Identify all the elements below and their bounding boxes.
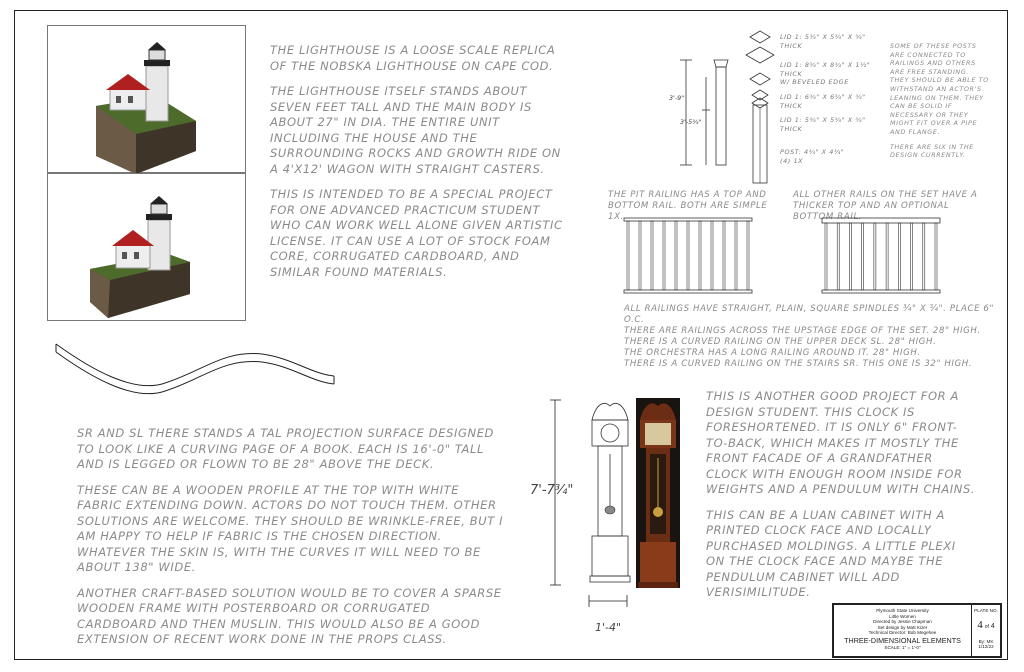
title-block-main bbox=[834, 605, 972, 656]
clock-height-dim: 7'-7¾" bbox=[530, 483, 574, 498]
railing-spindle bbox=[898, 223, 900, 290]
lid-callout: LID 1: 8¾" X 8¾" X 1½" THICK bbox=[780, 61, 871, 78]
sheet-title: THREE-DIMENSIONAL ELEMENTS bbox=[844, 635, 961, 645]
railing-spec-line: THE ORCHESTRA HAS A LONG RAILING AROUND IT. 28" HIGH. bbox=[624, 348, 921, 358]
post-dim-overall: 3'-9" bbox=[669, 94, 685, 102]
projection-paragraph: ANOTHER CRAFT-BASED SOLUTION WOULD BE TO COVER A SPARSE WOODEN FRAME WITH POSTERBOARD OR CORRUGATED CARDBOARD AND THEN MUSLIN. THIS WOULD ALSO BE A GOOD EXTENSION OF RECENT WORK DONE IN THE PROPS CLASS. bbox=[77, 585, 502, 646]
drawn-by-value: MK bbox=[986, 639, 994, 644]
post-note: SOME OF THESE POSTS ARE CONNECTED TO RAILINGS AND OTHERS ARE FREE STANDING. THEY SHOULD BE ABLE TO WITHSTAND AN ACTOR'S LEANING ON THEM. THEY CAN BE SOLID IF NECESSARY OR THEY MIGHT FIT OVER A PIPE AND FLANGE. bbox=[890, 42, 989, 136]
sheet-scale: SCALE: 1" = 1'-0" bbox=[884, 644, 921, 650]
projection-notes bbox=[77, 426, 507, 648]
railing-spindle bbox=[639, 221, 641, 290]
railing-spindle bbox=[723, 221, 725, 290]
railing-spindle bbox=[735, 221, 737, 290]
technical-director: Technical Director: Bob Megehee bbox=[868, 630, 937, 636]
railing-spindle bbox=[911, 223, 913, 290]
railing-specs bbox=[624, 304, 1004, 370]
projection-paragraph: SR AND SL THERE STANDS A TAL PROJECTION SURFACE DESIGNED TO LOOK LIKE A CURVING PAGE OF A BOOK. EACH IS 16'-0" TALL AND IS LEGGED OR FLOWN TO BE 28" ABOVE THE DECK. bbox=[77, 426, 495, 471]
post-dim-shaft: 3'-5¾" bbox=[680, 118, 702, 126]
railing-spindle bbox=[886, 223, 888, 290]
title-block-plate bbox=[972, 605, 1000, 656]
post-elevation-drawing bbox=[680, 25, 770, 185]
clock-paragraph: THIS IS ANOTHER GOOD PROJECT FOR A DESIGN STUDENT. THIS CLOCK IS FORESHORTENED. IT IS ONLY 6" FRONT-TO-BACK, WHICH MAKES IT MOSTLY THE FRONT FACADE OF A GRANDFATHER CLOCK WITH ENOUGH ROOM INSIDE FOR WEIGHTS AND A PENDULUM WITH CHAINS. bbox=[706, 389, 976, 496]
lighthouse-paragraph: THE LIGHTHOUSE ITSELF STANDS ABOUT SEVEN FEET TALL AND THE MAIN BODY IS ABOUT 27" IN DIA. THE ENTIRE UNIT INCLUDING THE HOUSE AND THE SURROUNDING ROCKS AND GROWTH RIDE ON A 4'X12' WAGON WITH STRAIGHT CASTERS. bbox=[270, 84, 561, 176]
railing-spindle bbox=[747, 221, 749, 290]
railing-spindle bbox=[627, 221, 629, 290]
railing-spec-line: THERE IS A CURVED RAILING ON THE UPPER DECK SL. 28" HIGH. bbox=[624, 337, 937, 347]
railing-spindle bbox=[874, 223, 876, 290]
railing-spec-line: THERE ARE RAILINGS ACROSS THE UPSTAGE EDGE OF THE SET. 28" HIGH. bbox=[624, 326, 981, 336]
lid-callout: W/ BEVELED EDGE bbox=[780, 78, 849, 87]
railing-spindle bbox=[837, 223, 839, 290]
clock-render bbox=[636, 398, 680, 588]
post-notes bbox=[890, 42, 990, 160]
plate-number: 4 bbox=[977, 619, 983, 631]
clock-notes bbox=[706, 389, 976, 601]
plate-of: of bbox=[984, 624, 989, 630]
railing-spindle bbox=[825, 223, 827, 290]
other-railing-note: ALL OTHER RAILS ON THE SET HAVE A THICKER TOP AND AN OPTIONAL BOTTOM RAIL. bbox=[793, 190, 978, 222]
post-lid-callouts bbox=[780, 33, 890, 133]
railing-spindle bbox=[651, 221, 653, 290]
lid-callout: LID 1: 5¾" X 5¾" X ¾" THICK bbox=[780, 33, 866, 50]
plate-label: PLATE NO. bbox=[974, 608, 998, 613]
title-block bbox=[832, 603, 1002, 658]
post-note-count: THERE ARE SIX IN THE DESIGN CURRENTLY. bbox=[890, 142, 974, 160]
railing-spindle bbox=[687, 221, 689, 290]
post-count: (4) 1X bbox=[780, 156, 804, 165]
railing-spindle bbox=[699, 221, 701, 290]
railing-spindle bbox=[849, 223, 851, 290]
sheet-date: 1/12/22 bbox=[978, 644, 994, 649]
lid-callout: LID 1: 6¾" X 6¾" X ¾" THICK bbox=[780, 92, 866, 110]
post-size-label bbox=[780, 148, 860, 165]
pit-railing-drawing bbox=[624, 218, 754, 298]
school-name: Plymouth State University bbox=[876, 608, 929, 613]
projection-paragraph: THESE CAN BE A WOODEN PROFILE AT THE TOP WITH WHITE FABRIC EXTENDING DOWN. ACTORS DO NOT TOUCH THEM. OTHER SOLUTIONS ARE WELCOME. THEY SHOULD BE WRINKLE-FREE, BUT I AM HAPPY TO HELP IF FABRIC IS THE CHOSEN DIRECTION. WHATEVER THE SKIN IS, WITH THE CURVES IT WILL NEED TO BE ABOUT 138" WIDE. bbox=[77, 482, 504, 574]
lighthouse-paragraph: THE LIGHTHOUSE IS A LOOSE SCALE REPLICA OF THE NOBSKA LIGHTHOUSE ON CAPE COD. bbox=[270, 43, 556, 73]
pit-railing-note: THE PIT RAILING HAS A TOP AND BOTTOM RAIL. BOTH ARE SIMPLE 1X. bbox=[608, 190, 768, 222]
railing-spindle bbox=[923, 223, 925, 290]
lighthouse-render-bottom bbox=[47, 173, 246, 321]
plate-number-group bbox=[972, 615, 1000, 633]
plate-total: 4 bbox=[990, 623, 995, 630]
lid-callout: LID 1: 5¾" X 5¾" X ¾" THICK bbox=[780, 116, 866, 133]
railing-spindle bbox=[711, 221, 713, 290]
lighthouse-notes bbox=[270, 43, 570, 280]
show-name: Little Women bbox=[889, 613, 916, 619]
post-size: POST: 4¾" X 4¾" bbox=[780, 148, 845, 156]
set-designer: Set design by Matt Kizer bbox=[877, 624, 928, 630]
lighthouse-paragraph: THIS IS INTENDED TO BE A SPECIAL PROJECT FOR ONE ADVANCED PRACTICUM STUDENT WHO CAN WORK WELL ALONE GIVEN ARTISTIC LICENSE. IT CAN USE A LOT OF STOCK FOAM CORE, CORRUGATED CARDBOARD, AND SIMILAR FOUND MATERIALS. bbox=[270, 187, 563, 279]
lighthouse-render-top bbox=[47, 25, 246, 173]
clock-paragraph: THIS CAN BE A LUAN CABINET WITH A PRINTED CLOCK FACE AND LOCALLY PURCHASED MOLDINGS. A LITTLE PLEXI ON THE CLOCK FACE AND MAYBE THE PENDULUM CABINET WILL ADD VERISIMILITUDE. bbox=[706, 507, 956, 599]
railing-spec-line: THERE IS A CURVED RAILING ON THE STAIRS SR. THIS ONE IS 32" HIGH. bbox=[624, 359, 973, 369]
director: Directed by Jessie Chapman bbox=[873, 619, 932, 625]
clock-elevation-drawing bbox=[588, 398, 633, 588]
projection-surface-plan bbox=[52, 340, 342, 400]
railing-spec-line: ALL RAILINGS HAVE STRAIGHT, PLAIN, SQUARE SPINDLES ¾" X ¾". PLACE 6" O.C. bbox=[624, 304, 995, 325]
other-railing-drawing bbox=[822, 218, 942, 298]
railing-spindle bbox=[935, 223, 937, 290]
railing-spindle bbox=[675, 221, 677, 290]
railing-spindle bbox=[862, 223, 864, 290]
drawn-by-label: By: bbox=[978, 639, 986, 644]
railing-spindle bbox=[663, 221, 665, 290]
clock-width-dim: 1'-4" bbox=[595, 621, 622, 634]
